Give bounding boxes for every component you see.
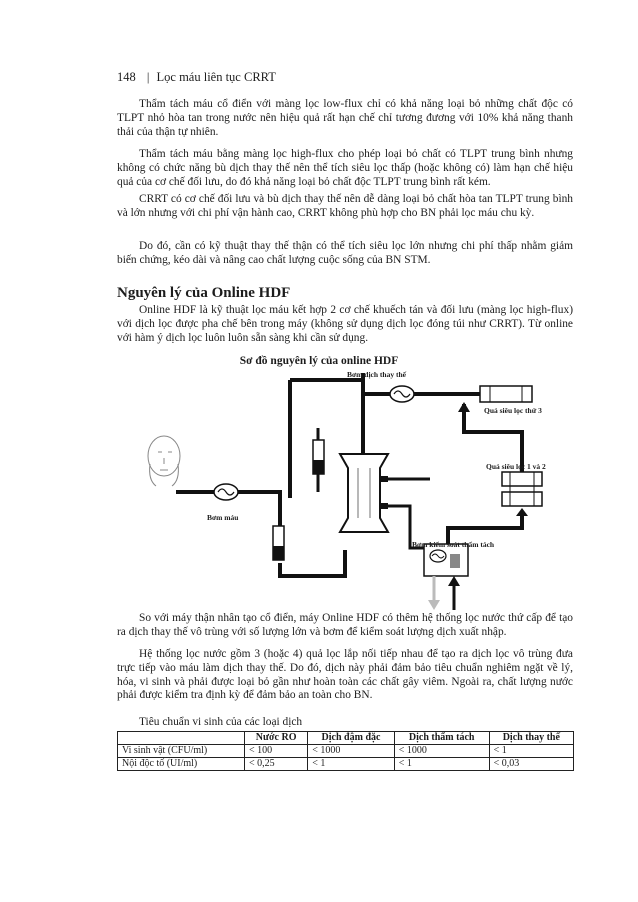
table-cell: < 1: [394, 758, 489, 771]
table-row: [118, 758, 574, 771]
paragraph-online-hdf: Online HDF là kỹ thuật lọc máu kết hợp 2 cơ chế khuếch tán và đối lưu (màng lọc high-flux) với dịch lọc được pha chế bên trong máy (không sử dụng dịch lọc đóng túi như CRRT). Từ online với hàm ý dịch lọc luôn luôn sẵn sàng khi cần sử dụng.: [117, 304, 573, 344]
microbiology-standards-table: [117, 731, 574, 771]
table-row: [118, 745, 574, 758]
table-cell: < 1: [308, 758, 394, 771]
paragraph-high-flux: Thẩm tách máu bằng màng lọc high-flux cho phép loại bỏ chất có TLPT trung bình nhưng không có chức năng bù dịch thay thế nên thể tích siêu lọc thấp (hoặc không có) làm hạn chế hiệu quả của cơ chế đối lưu, do đó khả năng loại bỏ chất độc TLPT trung bình rất kém.: [117, 148, 573, 188]
table-cell: < 1000: [394, 745, 489, 758]
page-number: 148: [117, 70, 136, 84]
paragraph-comparison: So với máy thận nhân tạo cổ điển, máy Online HDF có thêm hệ thống lọc nước thứ cấp để tạo ra dịch thay thế vô trùng với số lượng lớn và bơm để kiểm soát lượng dịch xuất nhập.: [117, 612, 573, 638]
arterial-line-lower: [280, 550, 345, 576]
label-dialysis-control-pump: Bơm kiểm soát thẩm tách: [412, 540, 495, 549]
label-substitution-pump: Bơm dịch thay thế: [347, 370, 406, 379]
header-separator: |: [146, 70, 150, 84]
patient-head-icon: [148, 436, 180, 486]
label-filters-1-2: Quả siêu lọc 1 và 2: [486, 462, 546, 471]
table-cell: < 1: [489, 745, 573, 758]
label-blood-pump: Bơm máu: [207, 513, 239, 522]
diagram-title: Sơ đồ nguyên lý của online HDF: [239, 355, 399, 367]
table-cell: < 0,25: [245, 758, 308, 771]
dialyzer-icon: [340, 454, 388, 532]
ultrafilters-1-2-icon: [502, 472, 542, 506]
paragraph-water-system: Hệ thống lọc nước gồm 3 (hoặc 4) quả lọc lắp nối tiếp nhau để tạo ra dịch lọc vô trùng đưa trực tiếp vào máu làm dịch thay thế. Do đó, dịch này phải đảm bảo tiêu chuẩn nghiêm ngặt về lý, hóa, vi sinh và phải được loại bỏ gần như hoàn toàn các chất gây viêm. Ngoài ra, chất lượng nước phải được kiểm tra định kỳ để đảm bảo an toàn cho BN.: [117, 648, 573, 702]
table-cell: Nội độc tố (UI/ml): [118, 758, 245, 771]
paragraph-conclusion: Do đó, cần có kỹ thuật thay thế thận có thể tích siêu lọc lớn nhưng chi phí thấp nhằm giảm biến chứng, kéo dài và nâng cao chất lượng cuộc sống của BN STM.: [117, 240, 573, 266]
blood-pump-icon: [214, 484, 238, 500]
table-header-row: [118, 732, 574, 745]
chapter-title: Lọc máu liên tục CRRT: [156, 70, 276, 84]
table-cell: < 100: [245, 745, 308, 758]
paragraph-low-flux: Thẩm tách máu cổ điển với màng lọc low-flux chỉ có khả năng loại bỏ những chất độc có TLPT nhỏ hòa tan trong nước nên hiệu quả rất hạn chế chỉ tương đương với 10% khả năng thanh thải của thận tự nhiên.: [117, 98, 573, 138]
table-caption: Tiêu chuẩn vi sinh của các loại dịch: [139, 716, 303, 728]
table-cell: < 0,03: [489, 758, 573, 771]
label-filter-3: Quả siêu lọc thứ 3: [484, 406, 542, 415]
table-header-ro-water: Nước RO: [245, 732, 308, 745]
table-cell: < 1000: [308, 745, 394, 758]
substitution-pump-icon: [390, 386, 414, 402]
section-heading: Nguyên lý của Online HDF: [117, 285, 291, 301]
paragraph-crrt: CRRT có cơ chế đối lưu và bù dịch thay thế nên dễ dàng loại bỏ chất hòa tan TLPT trung bình và lớn nhưng với chi phí vận hành cao, CRRT không phù hợp cho BN phải lọc máu chu kỳ.: [117, 193, 573, 219]
table-header-concentrate: Dịch đậm đặc: [308, 732, 394, 745]
running-header: [117, 70, 276, 85]
table-cell: Vi sinh vật (CFU/ml): [118, 745, 245, 758]
ultrafilter-3-icon: [480, 386, 532, 402]
table-header-substitution: Dịch thay thế: [489, 732, 573, 745]
venous-upper-line: [290, 380, 363, 454]
table-header-blank: [118, 732, 245, 745]
table-header-dialysate: Dịch thẩm tách: [394, 732, 489, 745]
